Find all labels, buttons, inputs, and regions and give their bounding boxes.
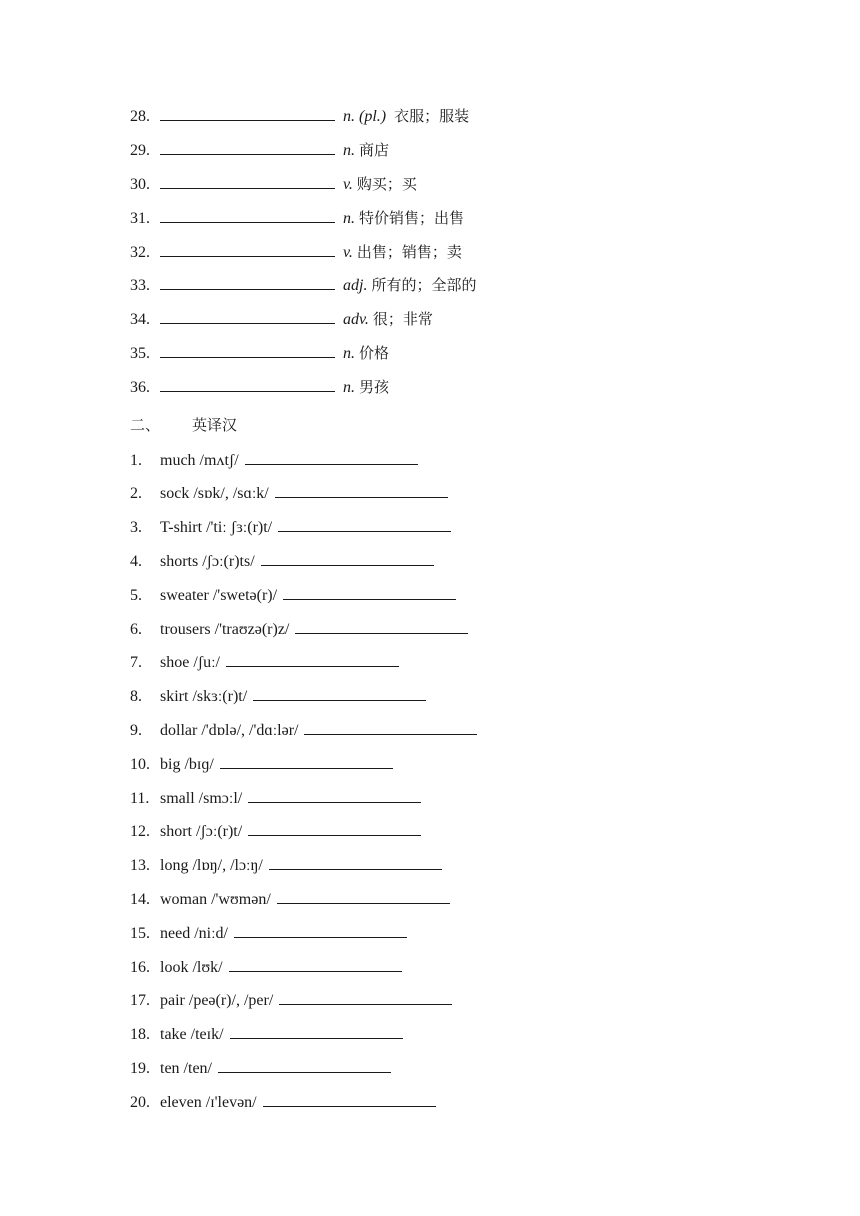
list-item xyxy=(130,206,464,230)
answer-blank[interactable] xyxy=(263,1091,436,1107)
answer-blank[interactable] xyxy=(253,685,426,701)
item-number: 4. xyxy=(130,553,142,570)
meaning: 特价销售；出售 xyxy=(359,209,465,227)
list-item xyxy=(130,584,456,608)
answer-blank[interactable] xyxy=(283,584,456,600)
item-number: 6. xyxy=(130,621,142,638)
item-number: 11. xyxy=(130,790,150,807)
list-item xyxy=(130,1057,391,1081)
answer-blank[interactable] xyxy=(226,651,399,667)
list-item xyxy=(130,651,399,675)
list-item xyxy=(130,1091,436,1115)
item-number: 9. xyxy=(130,722,142,739)
answer-blank[interactable] xyxy=(275,482,448,498)
answer-blank[interactable] xyxy=(220,753,393,769)
word-phonetic: T-shirt /'tiː ʃɜː(r)t/ xyxy=(160,519,273,536)
part-of-speech: n. xyxy=(343,142,355,159)
list-item xyxy=(130,618,468,642)
word-phonetic: trousers /'traʊzə(r)z/ xyxy=(160,621,290,638)
item-number: 18. xyxy=(130,1026,150,1043)
answer-blank[interactable] xyxy=(160,207,335,223)
answer-blank[interactable] xyxy=(248,820,421,836)
answer-blank[interactable] xyxy=(279,989,452,1005)
item-number: 28. xyxy=(130,108,150,125)
list-item xyxy=(130,516,451,540)
item-number: 8. xyxy=(130,688,142,705)
item-number: 3. xyxy=(130,519,142,536)
item-number: 33. xyxy=(130,277,150,294)
list-item xyxy=(130,550,434,574)
item-number: 13. xyxy=(130,857,150,874)
word-phonetic: sweater /'swetə(r)/ xyxy=(160,587,278,604)
item-number: 16. xyxy=(130,959,150,976)
word-phonetic: take /teɪk/ xyxy=(160,1026,224,1043)
list-item xyxy=(130,888,450,912)
section-number: 二、 xyxy=(130,416,161,434)
item-number: 30. xyxy=(130,176,150,193)
list-item xyxy=(130,956,402,980)
list-item xyxy=(130,685,426,709)
list-item xyxy=(130,719,477,743)
list-item xyxy=(130,922,407,946)
item-number: 2. xyxy=(130,485,142,502)
answer-blank[interactable] xyxy=(269,854,442,870)
word-phonetic: sock /sɒk/, /sɑːk/ xyxy=(160,485,269,502)
meaning: 衣服；服装 xyxy=(394,107,470,125)
meaning: 商店 xyxy=(359,141,390,159)
answer-blank[interactable] xyxy=(160,274,335,290)
item-number: 29. xyxy=(130,142,150,159)
meaning: 很；非常 xyxy=(372,310,433,328)
word-phonetic: dollar /'dɒlə/, /'dɑːlər/ xyxy=(160,722,299,739)
list-item xyxy=(130,307,433,331)
item-number: 15. xyxy=(130,925,150,942)
meaning: 价格 xyxy=(359,344,390,362)
answer-blank[interactable] xyxy=(261,550,434,566)
list-item xyxy=(130,753,393,777)
word-phonetic: skirt /skɜː(r)t/ xyxy=(160,688,248,705)
answer-blank[interactable] xyxy=(160,342,335,358)
part-of-speech: v. xyxy=(343,244,353,261)
word-phonetic: much /mʌtʃ/ xyxy=(160,452,239,469)
item-number: 32. xyxy=(130,244,150,261)
meaning: 出售；销售；卖 xyxy=(356,243,462,261)
word-phonetic: woman /'wʊmən/ xyxy=(160,891,271,908)
part-of-speech: n. xyxy=(343,379,355,396)
meaning: 所有的；全部的 xyxy=(371,276,477,294)
answer-blank[interactable] xyxy=(160,241,335,257)
word-phonetic: pair /peə(r)/, /per/ xyxy=(160,992,274,1009)
item-number: 10. xyxy=(130,756,150,773)
item-number: 1. xyxy=(130,452,142,469)
word-phonetic: need /niːd/ xyxy=(160,925,228,942)
answer-blank[interactable] xyxy=(160,105,335,121)
part-of-speech: n. xyxy=(343,345,355,362)
item-number: 14. xyxy=(130,891,150,908)
item-number: 20. xyxy=(130,1094,150,1111)
answer-blank[interactable] xyxy=(160,376,335,392)
answer-blank[interactable] xyxy=(230,1023,403,1039)
item-number: 5. xyxy=(130,587,142,604)
part-of-speech: adj. xyxy=(343,277,368,294)
answer-blank[interactable] xyxy=(245,449,418,465)
list-item xyxy=(130,482,448,506)
item-number: 36. xyxy=(130,379,150,396)
word-phonetic: long /lɒŋ/, /lɔːŋ/ xyxy=(160,857,263,874)
section-title: 英译汉 xyxy=(192,416,238,434)
list-item xyxy=(130,273,476,297)
part-of-speech: n. xyxy=(343,210,355,227)
list-item xyxy=(130,854,442,878)
answer-blank[interactable] xyxy=(229,956,402,972)
meaning: 购买；买 xyxy=(356,175,417,193)
answer-blank[interactable] xyxy=(160,308,335,324)
part-of-speech: v. xyxy=(343,176,353,193)
meaning: 男孩 xyxy=(359,378,390,396)
item-number: 35. xyxy=(130,345,150,362)
item-number: 34. xyxy=(130,311,150,328)
answer-blank[interactable] xyxy=(234,922,407,938)
list-item xyxy=(130,449,418,473)
list-item xyxy=(130,787,421,811)
word-phonetic: shorts /ʃɔː(r)ts/ xyxy=(160,553,255,570)
answer-blank[interactable] xyxy=(278,516,451,532)
item-number: 7. xyxy=(130,654,142,671)
item-number: 31. xyxy=(130,210,150,227)
answer-blank[interactable] xyxy=(160,173,335,189)
word-phonetic: eleven /ɪ'levən/ xyxy=(160,1094,257,1111)
list-item xyxy=(130,172,417,196)
answer-blank[interactable] xyxy=(218,1057,391,1073)
list-item xyxy=(130,375,389,399)
word-phonetic: small /smɔːl/ xyxy=(160,790,243,807)
answer-blank[interactable] xyxy=(277,888,450,904)
list-item xyxy=(130,820,421,844)
list-item xyxy=(130,240,462,264)
part-of-speech: adv. xyxy=(343,311,369,328)
answer-blank[interactable] xyxy=(295,618,468,634)
answer-blank[interactable] xyxy=(248,787,421,803)
answer-blank[interactable] xyxy=(160,139,335,155)
word-phonetic: big /bɪɡ/ xyxy=(160,756,214,773)
item-number: 12. xyxy=(130,823,150,840)
item-number: 19. xyxy=(130,1060,150,1077)
section-heading xyxy=(130,413,237,437)
word-phonetic: shoe /ʃuː/ xyxy=(160,654,220,671)
list-item xyxy=(130,341,389,365)
list-item xyxy=(130,1023,403,1047)
list-item xyxy=(130,138,389,162)
answer-blank[interactable] xyxy=(304,719,477,735)
word-phonetic: ten /ten/ xyxy=(160,1060,212,1077)
part-of-speech: n. (pl.) xyxy=(343,108,387,125)
item-number: 17. xyxy=(130,992,150,1009)
word-phonetic: short /ʃɔː(r)t/ xyxy=(160,823,243,840)
list-item xyxy=(130,989,452,1013)
list-item xyxy=(130,104,469,128)
word-phonetic: look /lʊk/ xyxy=(160,959,223,976)
